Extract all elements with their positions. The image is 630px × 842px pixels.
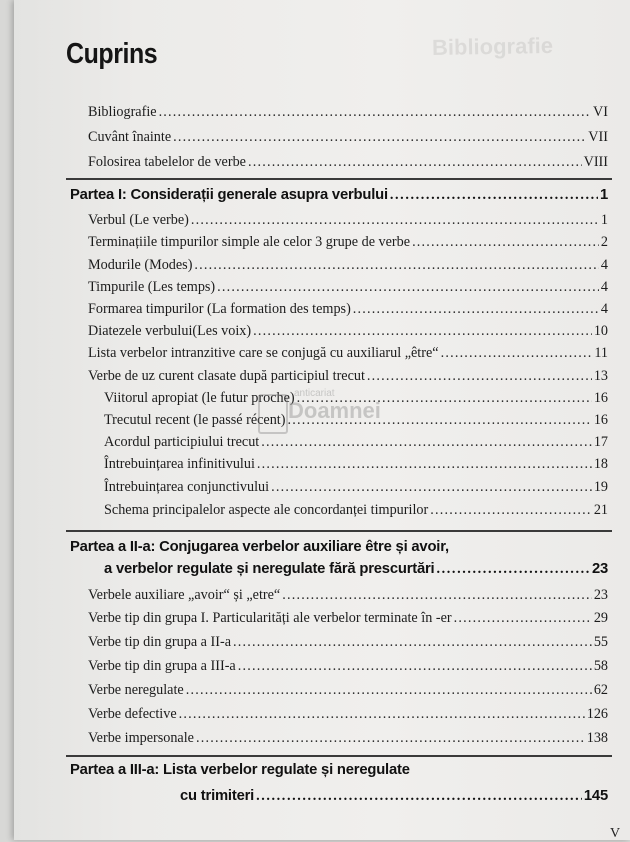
toc-entry-page: 62 xyxy=(593,682,608,698)
leader-dots xyxy=(257,456,592,473)
toc-entry-label: Bibliografie xyxy=(88,104,157,120)
toc-entry-label: Trecutul recent (le passé récent) xyxy=(104,412,286,428)
toc-entry-label: Verbul (Le verbe) xyxy=(88,212,189,228)
toc-entry-label: Folosirea tabelelor de verbe xyxy=(88,154,246,170)
toc-entry[interactable] xyxy=(88,587,608,604)
toc-entry[interactable] xyxy=(88,610,608,627)
toc-entry-page: 16 xyxy=(593,412,608,428)
toc-entry[interactable] xyxy=(88,212,608,229)
toc-entry-page: 21 xyxy=(593,502,608,518)
leader-dots xyxy=(256,788,582,805)
toc-entry[interactable] xyxy=(88,368,608,385)
toc-entry-page: 126 xyxy=(586,706,608,722)
leader-dots xyxy=(186,682,592,699)
section-divider xyxy=(66,178,612,180)
toc-part-3[interactable] xyxy=(180,788,608,805)
toc-entry-front-3[interactable] xyxy=(88,154,608,171)
toc-entry-label: Formarea timpurilor (La formation des temps) xyxy=(88,301,351,317)
toc-entry-label: Viitorul apropiat (le futur proche) xyxy=(104,390,295,406)
toc-entry[interactable] xyxy=(88,634,608,651)
toc-entry-page: VII xyxy=(588,129,608,145)
toc-entry-page: 17 xyxy=(593,434,608,450)
leader-dots xyxy=(282,587,592,604)
leader-dots xyxy=(179,706,585,723)
leader-dots xyxy=(367,368,592,385)
toc-entry-label: Cuvânt înainte xyxy=(88,129,172,145)
toc-entry-label: Timpurile (Les temps) xyxy=(88,279,216,295)
part-title: cu trimiteri xyxy=(180,788,255,804)
leader-dots xyxy=(454,610,592,627)
toc-entry-page: 138 xyxy=(586,730,608,746)
toc-entry-label: Verbe tip din grupa a III-a xyxy=(88,658,236,674)
leader-dots xyxy=(390,187,598,204)
toc-entry-page: VIII xyxy=(583,154,608,170)
toc-entry-page: 16 xyxy=(593,390,608,406)
toc-entry-label: Verbe tip din grupa a II-a xyxy=(88,634,231,650)
toc-entry-label: Lista verbelor intranzitive care se conjugă cu auxiliarul „être“ xyxy=(88,345,439,361)
leader-dots xyxy=(196,730,585,747)
toc-entry-label: Schema principalelor aspecte ale concordanței timpurilor xyxy=(104,502,429,518)
leader-dots xyxy=(430,502,592,519)
section-divider xyxy=(66,755,612,757)
part-3-title-line-1[interactable]: Partea a III-a: Lista verbelor regulate și neregulate xyxy=(70,762,410,778)
book-page xyxy=(14,0,630,840)
toc-entry[interactable] xyxy=(88,279,608,296)
toc-entry-page: 1 xyxy=(600,212,608,228)
toc-entry[interactable] xyxy=(88,301,608,318)
toc-subentry[interactable] xyxy=(104,456,608,473)
leader-dots xyxy=(441,345,593,362)
toc-subentry[interactable] xyxy=(104,434,608,451)
part-page: 145 xyxy=(583,788,608,804)
toc-entry-page: VI xyxy=(593,104,608,120)
toc-entry-front-1[interactable] xyxy=(88,104,608,121)
watermark xyxy=(258,388,408,432)
toc-entry[interactable] xyxy=(88,658,608,675)
toc-entry[interactable] xyxy=(88,345,608,362)
leader-dots xyxy=(253,323,592,340)
leader-dots xyxy=(159,104,591,121)
toc-entry-page: 18 xyxy=(593,456,608,472)
leader-dots xyxy=(194,257,598,274)
toc-entry-page: 13 xyxy=(593,368,608,384)
toc-entry-label: Verbele auxiliare „avoir“ și „etre“ xyxy=(88,587,281,603)
toc-subentry[interactable] xyxy=(104,502,608,519)
toc-entry[interactable] xyxy=(88,682,608,699)
toc-entry-label: Verbe tip din grupa I. Particularități ale verbelor terminate în -er xyxy=(88,610,452,626)
toc-entry-page: 11 xyxy=(594,345,608,361)
toc-entry-page: 10 xyxy=(593,323,608,339)
toc-part-1[interactable] xyxy=(70,187,608,204)
leader-dots xyxy=(191,212,599,229)
toc-entry-label: Întrebuințarea conjunctivului xyxy=(104,479,270,495)
toc-subentry[interactable] xyxy=(104,479,608,496)
toc-entry[interactable] xyxy=(88,257,608,274)
toc-entry-page: 55 xyxy=(593,634,608,650)
toc-entry-label: Verbe defective xyxy=(88,706,177,722)
leader-dots xyxy=(271,479,592,496)
leader-dots xyxy=(248,154,582,171)
page-number-marker: V xyxy=(610,826,621,841)
toc-entry-label: Întrebuințarea infinitivului xyxy=(104,456,255,472)
toc-entry[interactable] xyxy=(88,730,608,747)
leader-dots xyxy=(173,129,586,146)
toc-entry-label: Terminațiile timpurilor simple ale celor 3 grupe de verbe xyxy=(88,234,411,250)
leader-dots xyxy=(412,234,599,251)
part-title: Partea I: Considerații generale asupra verbului xyxy=(70,187,388,203)
toc-entry-page: 4 xyxy=(600,301,608,317)
leader-dots xyxy=(217,279,599,296)
toc-entry-page: 4 xyxy=(600,257,608,273)
toc-entry[interactable] xyxy=(88,323,608,340)
leader-dots xyxy=(436,561,589,578)
toc-entry-page: 19 xyxy=(593,479,608,495)
toc-entry-page: 23 xyxy=(593,587,608,603)
toc-entry-label: Acordul participiului trecut xyxy=(104,434,260,450)
bleed-through-text: Bibliografie xyxy=(431,32,554,61)
book-icon xyxy=(258,394,288,434)
toc-entry-page: 2 xyxy=(600,234,608,250)
toc-part-2[interactable] xyxy=(104,561,608,578)
toc-entry[interactable] xyxy=(88,234,608,251)
toc-entry-label: Modurile (Modes) xyxy=(88,257,193,273)
watermark-text: Doamnei xyxy=(288,398,381,423)
part-page: 23 xyxy=(591,561,608,577)
leader-dots xyxy=(238,658,592,675)
toc-entry-front-2[interactable] xyxy=(88,129,608,146)
toc-entry-label: Verbe de uz curent clasate după participiul trecut xyxy=(88,368,365,384)
toc-entry-page: 58 xyxy=(593,658,608,674)
toc-entry-label: Verbe impersonale xyxy=(88,730,194,746)
toc-entry[interactable] xyxy=(88,706,608,723)
section-divider xyxy=(66,530,612,532)
leader-dots xyxy=(261,434,592,451)
leader-dots xyxy=(233,634,592,651)
toc-entry-label: Verbe neregulate xyxy=(88,682,184,698)
leader-dots xyxy=(353,301,599,318)
toc-entry-label: Diatezele verbului(Les voix) xyxy=(88,323,252,339)
part-title: a verbelor regulate și neregulate fără prescurtări xyxy=(104,561,435,577)
watermark-small-text: anticariat xyxy=(294,388,335,399)
toc-entry-page: 29 xyxy=(593,610,608,626)
page-title: Cuprins xyxy=(66,38,158,70)
part-page: 1 xyxy=(599,187,608,203)
toc-entry-page: 4 xyxy=(600,279,608,295)
part-2-title-line-1[interactable]: Partea a II-a: Conjugarea verbelor auxiliare être și avoir, xyxy=(70,539,449,555)
